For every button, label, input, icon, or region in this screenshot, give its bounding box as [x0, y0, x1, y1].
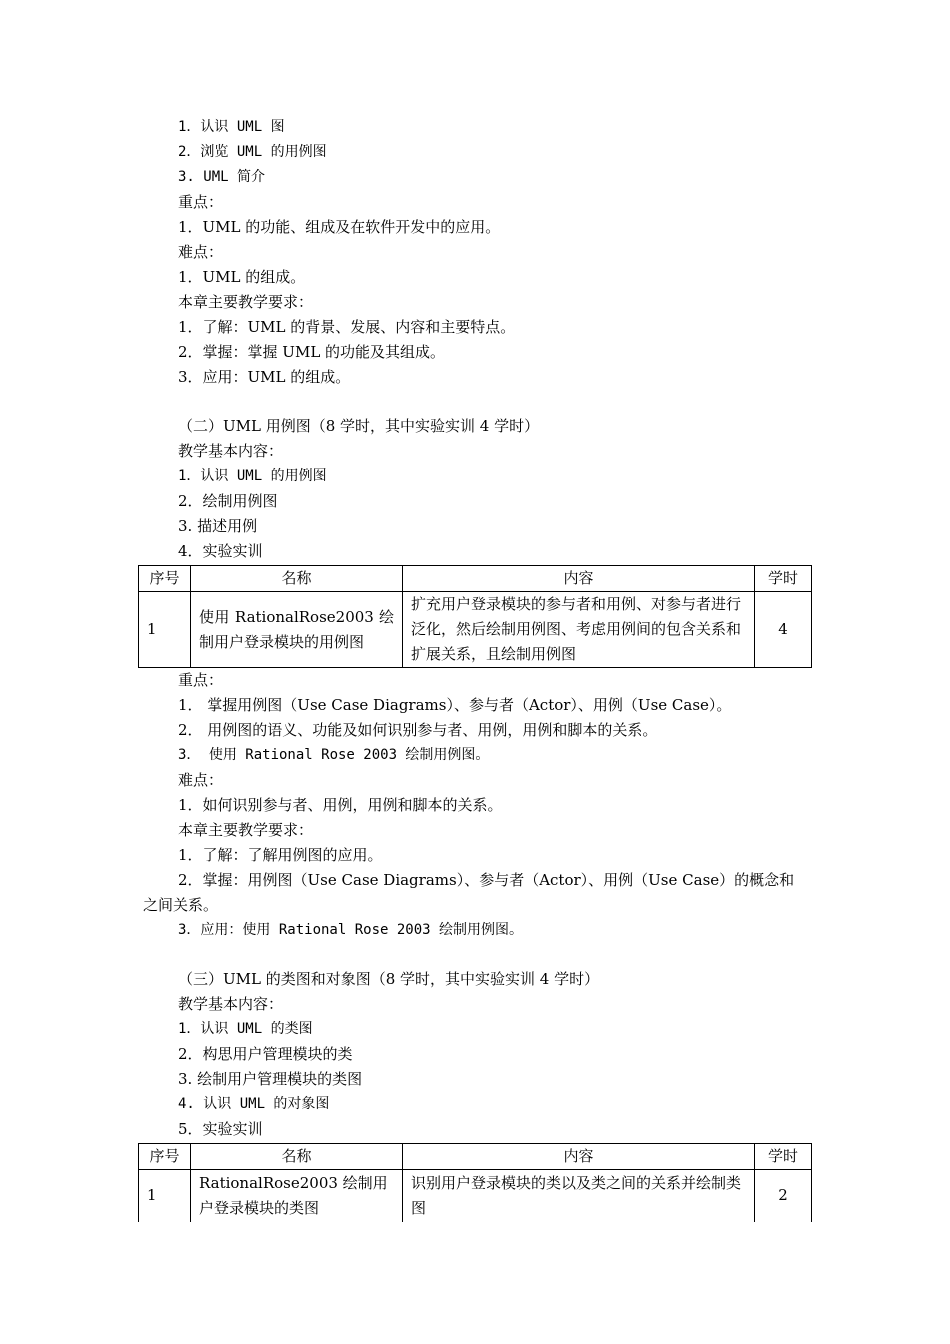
- header-name: 名称: [191, 566, 403, 592]
- key-point-item: 3． 使用 Rational Rose 2003 绘制用例图。: [178, 747, 490, 763]
- lab-table: [138, 565, 812, 668]
- content-label: 教学基本内容：: [178, 442, 284, 460]
- topic-item: 2．浏览 UML 的用例图: [178, 144, 327, 160]
- section-title: （三）UML 的类图和对象图（8 学时，其中实验实训 4 学时）: [178, 970, 600, 988]
- difficulty-label: 难点：: [178, 243, 224, 261]
- requirements-label: 本章主要教学要求：: [178, 293, 314, 311]
- topic-item: 3. UML 简介: [178, 169, 266, 185]
- header-hours: 学时: [755, 1144, 812, 1170]
- header-hours: 学时: [755, 566, 812, 592]
- header-no: 序号: [139, 566, 191, 592]
- cell-hours: 4: [755, 592, 812, 668]
- topic-item: 2．构思用户管理模块的类: [178, 1045, 353, 1063]
- key-point-item: 2． 用例图的语义、功能及如何识别参与者、用例，用例和脚本的关系。: [178, 721, 658, 739]
- requirement-item: 1．了解：UML 的背景、发展、内容和主要特点。: [178, 318, 516, 336]
- topic-item: 3. 绘制用户管理模块的类图: [178, 1070, 363, 1088]
- difficulty-item: 1．如何识别参与者、用例，用例和脚本的关系。: [178, 796, 503, 814]
- requirement-item: 3．应用：UML 的组成。: [178, 368, 351, 386]
- header-name: 名称: [191, 1144, 403, 1170]
- table-row: [139, 1170, 812, 1222]
- header-content: 内容: [403, 566, 755, 592]
- lab-table: [138, 1143, 812, 1222]
- difficulty-label: 难点：: [178, 771, 224, 789]
- requirement-item: 3．应用：使用 Rational Rose 2003 绘制用例图。: [178, 922, 524, 938]
- cell-hours: 2: [755, 1170, 812, 1222]
- requirement-item: 2．掌握：用例图（Use Case Diagrams）、参与者（Actor）、用例（Use Case）的概念和: [178, 871, 795, 889]
- cell-content: 识别用户登录模块的类以及类之间的关系并绘制类图: [403, 1170, 755, 1222]
- cell-no: 1: [139, 592, 191, 668]
- key-point-item: 1． 掌握用例图（Use Case Diagrams）、参与者（Actor）、用例（Use Case）。: [178, 696, 732, 714]
- table-row: [139, 592, 812, 668]
- table-header-row: [139, 566, 812, 592]
- requirement-item: 2．掌握：掌握 UML 的功能及其组成。: [178, 343, 446, 361]
- requirement-item-continued: 之间关系。: [143, 896, 219, 914]
- topic-item: 1．认识 UML 的类图: [178, 1021, 313, 1037]
- table-header-row: [139, 1144, 812, 1170]
- topic-item: 4．实验实训: [178, 542, 263, 560]
- cell-name: RationalRose2003 绘制用户登录模块的类图: [191, 1170, 403, 1222]
- cell-name: 使用 RationalRose2003 绘制用户登录模块的用例图: [191, 592, 403, 668]
- requirements-label: 本章主要教学要求：: [178, 821, 314, 839]
- difficulty-item: 1．UML 的组成。: [178, 268, 306, 286]
- topic-item: 5．实验实训: [178, 1120, 263, 1138]
- section-title: （二）UML 用例图（8 学时，其中实验实训 4 学时）: [178, 417, 540, 435]
- key-point-item: 1．UML 的功能、组成及在软件开发中的应用。: [178, 218, 501, 236]
- topic-item: 4. 认识 UML 的对象图: [178, 1096, 330, 1112]
- key-points-label: 重点：: [178, 193, 224, 211]
- header-content: 内容: [403, 1144, 755, 1170]
- cell-no: 1: [139, 1170, 191, 1222]
- topic-item: 2．绘制用例图: [178, 492, 278, 510]
- topic-item: 1．认识 UML 的用例图: [178, 468, 327, 484]
- topic-item: 1．认识 UML 图: [178, 119, 285, 135]
- content-label: 教学基本内容：: [178, 995, 284, 1013]
- cell-content: 扩充用户登录模块的参与者和用例、对参与者进行泛化，然后绘制用例图、考虑用例间的包含关系和扩展关系，且绘制用例图: [403, 592, 755, 668]
- header-no: 序号: [139, 1144, 191, 1170]
- requirement-item: 1．了解：了解用例图的应用。: [178, 846, 383, 864]
- topic-item: 3. 描述用例: [178, 517, 258, 535]
- key-points-label: 重点：: [178, 671, 224, 689]
